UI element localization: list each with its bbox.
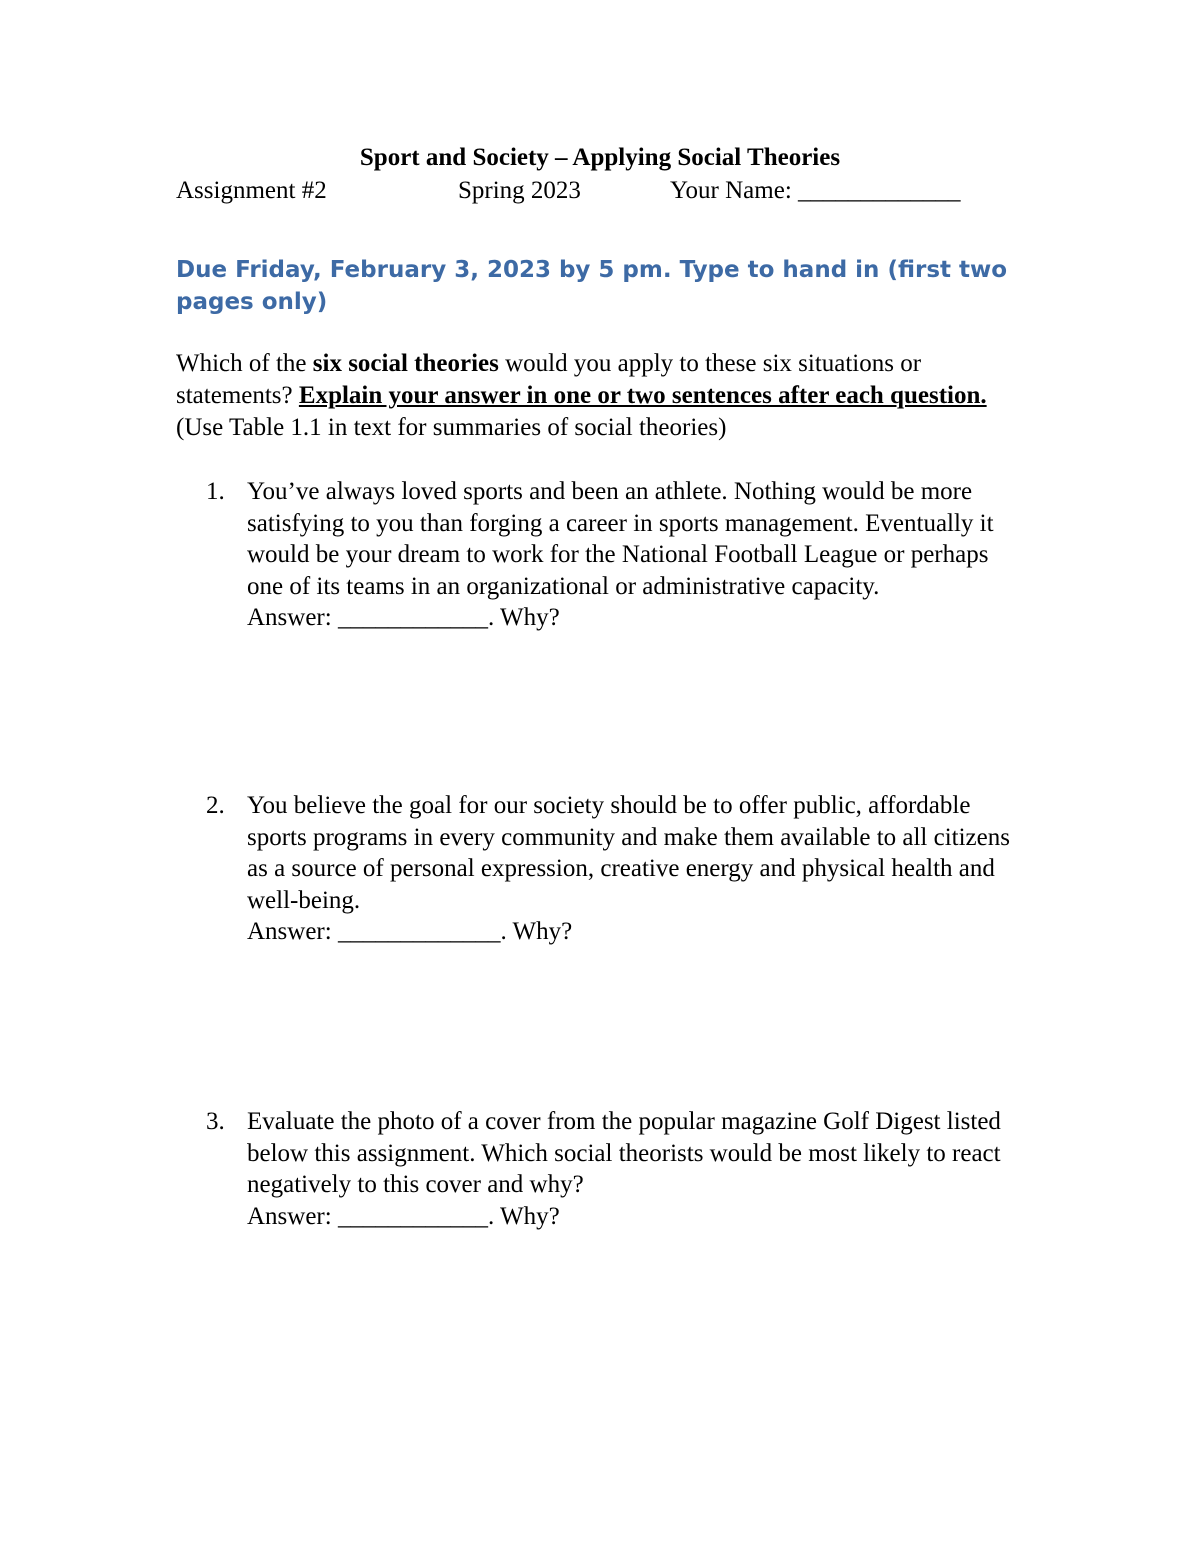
question-text: You believe the goal for our society should be to offer public, affordable sports programs in every community and make them available to all citizens as a source of personal expression, creative energy and physical health and well-being. xyxy=(247,792,1010,914)
question-number: 1. xyxy=(206,478,225,505)
question-number: 3. xyxy=(206,1108,225,1135)
instructions-paragraph xyxy=(176,348,1016,444)
instructions-emphasis: Explain your answer in one or two sentences after each question. xyxy=(298,382,987,409)
question-text: Evaluate the photo of a cover from the popular magazine Golf Digest listed below this assignment. Which social theorists would be most likely to react negatively to this cover and why? xyxy=(247,1108,1001,1198)
question-text: You’ve always loved sports and been an athlete. Nothing would be more satisfying to you than forging a career in sports management. Eventually it would be your dream to work for the National Football League or perhaps one of its teams in an organizational or administrative capacity. xyxy=(247,478,994,600)
answer-line: Answer: ____________. Why? xyxy=(247,604,560,631)
assignment-number: Assignment #2 xyxy=(176,177,327,204)
name-field: Your Name: _____________ xyxy=(670,177,961,204)
question-item xyxy=(206,790,1026,948)
answer-line: Answer: _____________. Why? xyxy=(247,918,573,945)
question-number: 2. xyxy=(206,792,225,819)
due-date-notice: Due Friday, February 3, 2023 by 5 pm. Type to hand in (first two pages only) xyxy=(176,257,1008,315)
term-label: Spring 2023 xyxy=(458,177,581,204)
instructions-text-2: would you apply to these six situations or statements? xyxy=(176,350,922,409)
instructions-text-3: (Use Table 1.1 in text for summaries of social theories) xyxy=(176,414,727,441)
document-title: Sport and Society – Applying Social Theories xyxy=(359,144,841,171)
question-item xyxy=(206,476,1026,634)
question-item xyxy=(206,1106,1026,1232)
instructions-bold-text: six social theories xyxy=(312,350,499,377)
answer-line: Answer: ____________. Why? xyxy=(247,1202,560,1230)
instructions-text-1: Which of the xyxy=(176,350,313,377)
